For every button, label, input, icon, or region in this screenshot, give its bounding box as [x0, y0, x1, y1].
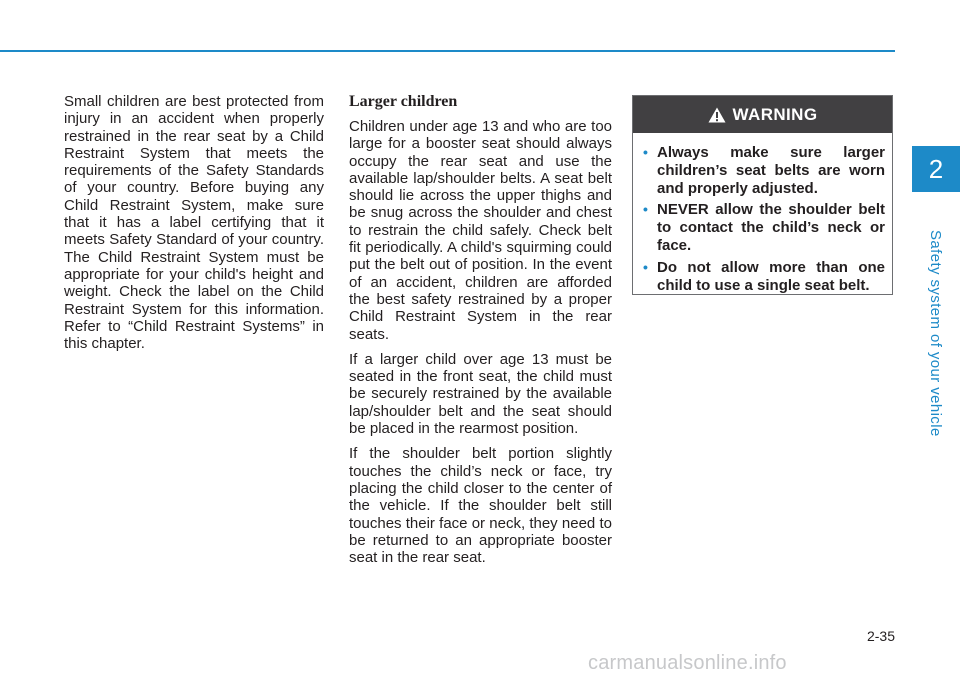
- watermark: carmanualsonline.info: [588, 652, 787, 674]
- intro-paragraph: Small children are best protected from injury in an accident when properly restrained in the rear seat by a Child Restraint System that meets the requirements of the Safety Standards of your country. Before buying any Child Restraint System, make sure that it has a label certifying that it meets Safety Standard of your country. The Child Restraint System must be appropriate for your child's height and weight. Check the label on the Child Restraint System for this information. Refer to “Child Restraint Systems” in this chapter.: [64, 93, 324, 353]
- page-number: 2-35: [866, 628, 895, 644]
- chapter-title-text: Safety system of your vehicle: [927, 230, 944, 437]
- warning-item: [643, 144, 885, 197]
- warning-item-text: Always make sure larger children’s seat belts are worn and properly adjusted.: [657, 144, 885, 197]
- warning-title: WARNING: [732, 104, 818, 124]
- middle-column: [349, 93, 612, 574]
- body-paragraph-1: Children under age 13 and who are too large for a booster seat should always occupy the rear seat and use the available lap/shoulder belts. A seat belt should lie across the upper thighs and be snug across the shoulder and chest to restrain the child safely. Check belt fit periodically. A child's squirming could put the belt out of position. In the event of an accident, children are afforded the best safety restrained by a proper Child Restraint System in the rear seats.: [349, 118, 612, 343]
- warning-item-text: Do not allow more than one child to use a single seat belt.: [657, 258, 885, 294]
- warning-item-text: NEVER allow the shoulder belt to contact the child’s neck or face.: [657, 201, 885, 254]
- bullet-icon: •: [643, 201, 648, 218]
- left-column: [64, 93, 324, 360]
- chapter-number: 2: [928, 153, 944, 184]
- body-paragraph-3: If the shoulder belt portion slightly touches the child’s neck or face, try placing the child closer to the center of the vehicle. If the shoulder belt still touches their face or neck, they need to be returned to an appropriate booster seat in the rear seat.: [349, 445, 612, 567]
- warning-header: [633, 96, 892, 133]
- bullet-icon: •: [643, 144, 648, 160]
- header-rule: [0, 50, 895, 52]
- section-heading: Larger children: [349, 93, 458, 110]
- bullet-icon: •: [643, 258, 648, 275]
- body-paragraph-2: If a larger child over age 13 must be seated in the front seat, the child must be securely restrained by the available lap/shoulder belt and the seat should be placed in the rearmost position.: [349, 350, 612, 438]
- warning-item: [643, 201, 885, 254]
- warning-list: [633, 133, 892, 294]
- warning-triangle-icon: [708, 107, 726, 123]
- chapter-tab: [912, 146, 960, 192]
- warning-item: [643, 259, 885, 295]
- warning-box: [632, 95, 893, 295]
